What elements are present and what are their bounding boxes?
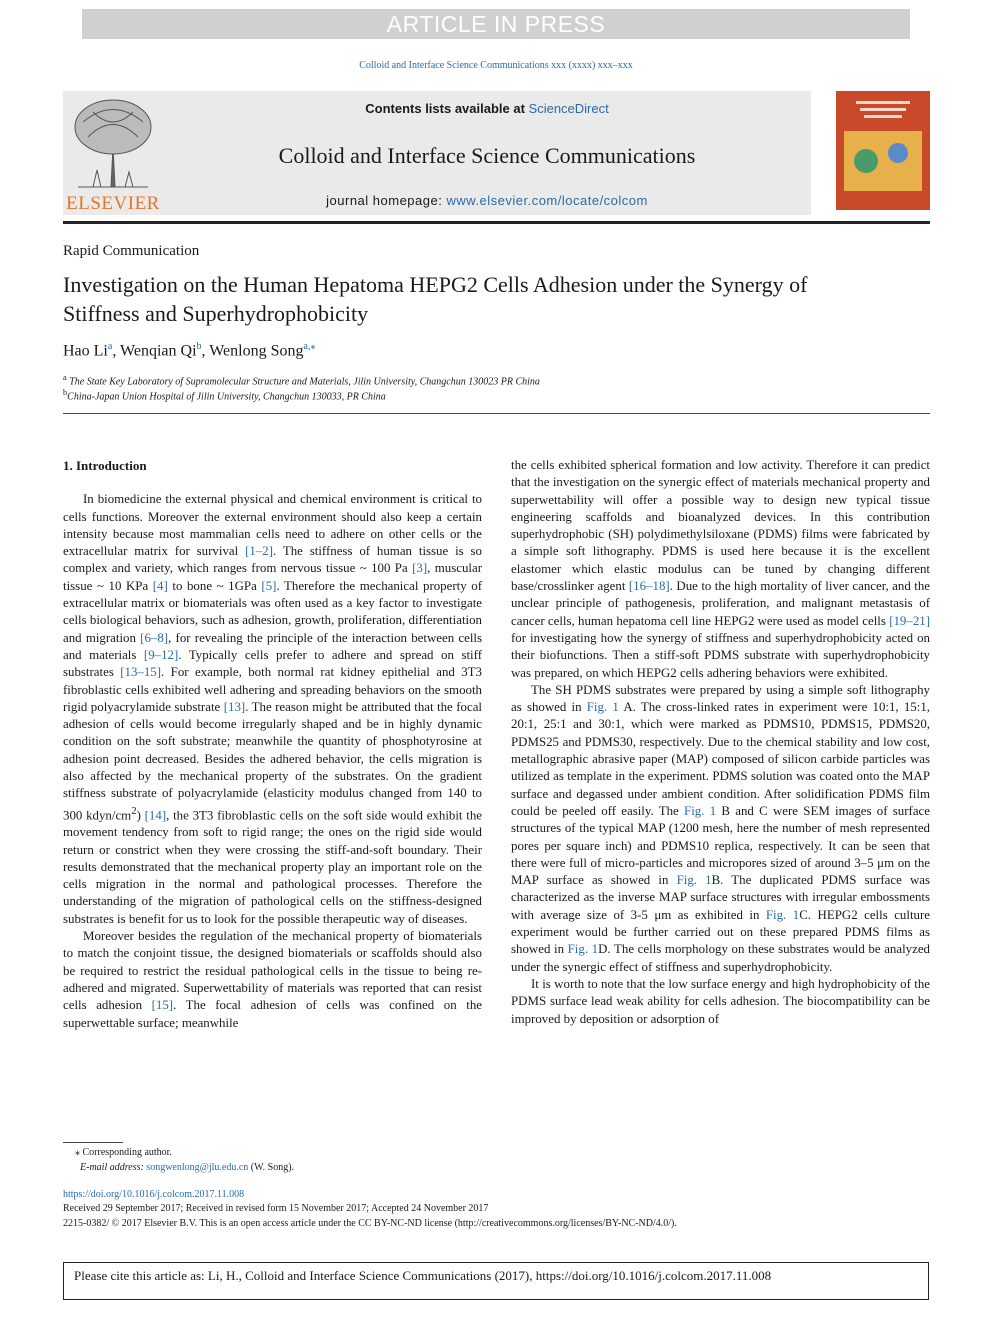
affiliation-rule — [63, 413, 930, 414]
sciencedirect-link[interactable]: ScienceDirect — [528, 101, 609, 116]
doi-link[interactable] — [63, 1189, 244, 1200]
author-affiliation-mark[interactable]: a — [107, 341, 113, 352]
journal-title: Colloid and Interface Science Communications — [278, 143, 696, 168]
email-note — [80, 1162, 294, 1173]
section-heading: 1. Introduction — [63, 458, 147, 473]
homepage-link[interactable]: www.elsevier.com/locate/colcom — [446, 193, 648, 208]
cite-this-article-box: Please cite this article as: Li, H., Colloid and Interface Science Communications (2017), https://doi.org/10.1016/j.colcom.2017.11.008 — [63, 1262, 929, 1300]
homepage-prefix: journal homepage: — [326, 193, 447, 208]
doi-text[interactable]: https://doi.org/10.1016/j.colcom.2017.11.008 — [63, 1189, 245, 1200]
affiliation — [63, 373, 540, 387]
article-title: Investigation on the Human Hepatoma HEPG2 Cells Adhesion under the Synergy of Stiffness and Superhydrophobicity — [63, 272, 808, 326]
article-in-press-banner: ARTICLE IN PRESS — [82, 9, 910, 39]
paragraph: Moreover besides the regulation of the mechanical property of biomaterials to match the conjoint tissue, the designed biomaterials or scaffolds should also be required to restrict the residual pathological cells in the tissue to being re-adhered and migrated. Superwettability of materials was reported that can resist cells adhesion [15]. The focal adhesion of cells was confined on the superwettable surface; meanwhile — [63, 929, 482, 1030]
affiliation-mark: a — [63, 373, 67, 382]
paragraph: the cells exhibited spherical formation and low activity. Therefore it can predict that the investigation on the synergic effect of materials mechanical property and superwettability will offer a possible way to design new typical tissue engineering scaffolds and bioanalyzed devices. In this contribution superhydrophobic (SH) polydimethylsiloxane (PDMS) films were fabricated by a simple soft lithography. PDMS is used here because it is the excellent elastomer which elastic modulus can be tuned by changing different base/crosslinker agent [16–18]. Due to the high mortality of liver cancer, and the unclear principle of pathogenesis, proliferation, and malignant metastasis of cancer cells, human hepatoma cell line HEPG2 were used as model cells [19–21] for investigating how the synergy of stiffness and superhydrophobicity acted on their biofunctions. Then a stiff-soft PDMS substrate with superhydrophobicity was prepared, on which HEPG2 cells adhering behaviors were exhibited. — [511, 458, 930, 680]
paragraph: In biomedicine the external physical and chemical environment is critical to cells functions. Moreover the external environment should also keep a certain intensity because most mammalian cells need to adhere on other cells or the extracellular matrix for survival [1–2]. The stiffness of human tissue is so complex and variety, which ranges from nervous tissue ~ 100 Pa [3], muscular tissue ~ 10 KPa [4] to bone ~ 1GPa [5]. Therefore the mechanical property of extracellular matrix or biomaterials was often used as a key factor to investigate cells biological behaviors, such as adhesion, growth, proliferation, differentiation and migration [6–8], for revealing the principle of the interaction between cells and materials [9–12]. Typically cells prefer to adhere and spread on stiff substrates [13–15]. For example, both normal rat kidney epithelial and 3T3 fibroblastic cells exhibited well adhering and spreading behaviors on the smooth rigid polyacrylamide substrate [13]. The reason might be attributed that the focal adhesion of cells would become irregularly shaped and be in highly dynamic condition on the soft substrate; meanwhile the quantity of phosphotyrosine at adhesion point decreased. Besides the adhered behavior, the cells migration is also affected by the mechanical property of the substrates. On the gradient stiffness substrate of polyacrylamide (elasticity modulus changed from 140 to 300 kdyn/$cm^2$) [14], the 3T3 fibroblastic cells on the soft side would exhibit the movement tendency from soft to rigid range; the ones on the rigid side would return or constrict when they were crossing the stiff-and-soft boundary. Their results demonstrated that the mechanical property play an important role on the cells migration in the normal and pathological processes. Therefore the understanding of the migration of pathological cells on the stiffness-designed substrates is benefit for us to look for the possible therapeutic way of diseases. — [63, 492, 483, 926]
author-name[interactable]: Wenqian Qi — [120, 342, 197, 360]
author-name[interactable]: Hao Li — [63, 342, 108, 360]
license-line: 2215-0382/ © 2017 Elsevier B.V. This is an open access article under the CC BY-NC-ND license (http://creativecommons.org/licenses/BY-NC-ND/4.0/). — [63, 1218, 677, 1229]
email-link[interactable]: songwenlong@jlu.edu.cn — [146, 1162, 249, 1173]
footnote-rule — [63, 1142, 123, 1143]
affiliation-text: China-Japan Union Hospital of Jilin University, Changchun 130033, PR China — [67, 391, 386, 403]
contents-prefix: Contents lists available at — [365, 101, 529, 116]
email-label: E-mail address: — [80, 1162, 147, 1173]
body-column-right — [511, 457, 930, 1028]
article-type: Rapid Communication — [63, 243, 200, 259]
affiliation-text: The State Key Laboratory of Supramolecular Structure and Materials, Jilin University, Changchun 130023 PR China — [69, 376, 540, 388]
paragraph: The SH PDMS substrates were prepared by using a simple soft lithography as showed in Fig. 1 A. The cross-linked rates in experiment were 10:1, 15:1, 20:1, 25:1 and 30:1, which were marked as PDMS10, PDMS15, PDMS20, PDMS25 and PDMS30, respectively. Due to the chemical stability and low cost, metallographic abrasive paper (MAP) composed of silicon carbide particles was utilized as template in the experiment. PDMS solution was coated onto the MAP surface and degassed under ambient condition. After solidification PDMS film could be peeled off easily. The Fig. 1 B and C were SEM images of surface structures of the typical MAP (1200 mesh, here the number of mesh represented pores per square inch) and PDMS10 replica, respectively. It can be seen that there were full of micro-particles and micropores sized of around 3–5 μm on the MAP surface as showed in Fig. 1B. The duplicated PDMS surface was characterized as the inverse MAP surface structures with irregular embossments with average size of 3-5 μm as exhibited in Fig. 1C. HEPG2 cells culture experiment would be further carried out on these prepared PDMS films as showed in Fig. 1D. The cells morphology on these substrates would be analyzed under the synergic effect of stiffness and superhydrophobicity. — [511, 682, 931, 974]
affiliation-mark: b — [63, 388, 68, 397]
journal-citation-line[interactable]: Colloid and Interface Science Communications xxx (xxxx) xxx–xxx — [359, 60, 633, 71]
header-rule — [63, 221, 930, 224]
journal-cover-image — [836, 91, 930, 210]
corresponding-author-note: ⁎ Corresponding author. — [75, 1147, 172, 1158]
paragraph: It is worth to note that the low surface energy and high hydrophobicity of the PDMS surface lead weak ability for cells adhesion. The biocompatibility can be improved by deposition or adsorption of — [511, 976, 930, 1026]
author-separator: , — [112, 342, 121, 360]
author-affiliation-mark[interactable]: a,⁎ — [303, 341, 316, 352]
journal-homepage — [163, 193, 811, 208]
contents-line — [163, 101, 811, 116]
body-column-left — [63, 457, 482, 1032]
author-list — [63, 341, 315, 360]
received-dates: Received 29 September 2017; Received in revised form 15 November 2017; Accepted 24 November 2017 — [63, 1203, 489, 1214]
author-affiliation-mark[interactable]: b — [196, 341, 202, 352]
publisher-name: ELSEVIER — [66, 193, 160, 214]
email-suffix: (W. Song). — [248, 1162, 295, 1173]
author-separator: , — [201, 342, 210, 360]
affiliation — [63, 388, 386, 402]
author-name[interactable]: Wenlong Song — [209, 342, 304, 360]
